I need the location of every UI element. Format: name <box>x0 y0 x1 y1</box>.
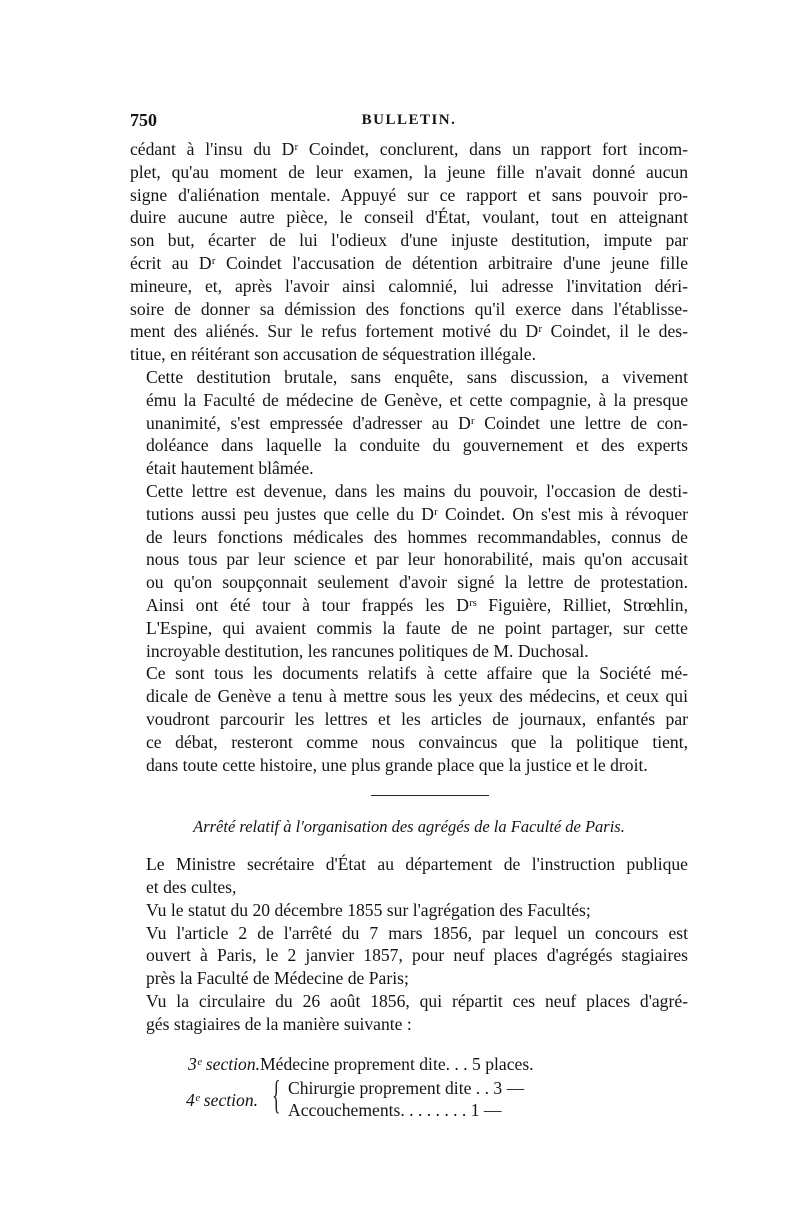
text-line: L'Espine, qui avaient commis la faute de ne point partager, sur cette <box>146 617 688 638</box>
arrete-paragraph-1 <box>130 853 688 899</box>
arrete-paragraph-4 <box>130 990 688 1036</box>
text-line: près la Faculté de Médecine de Paris; <box>146 968 409 989</box>
paragraph-2 <box>130 366 688 480</box>
text-line: gés stagiaires de la manière suivante : <box>146 1013 412 1034</box>
text-line: tutions aussi peu justes que celle du Dʳ Coindet. On s'est mis à révoquer <box>146 503 688 524</box>
text-line: dicale de Genève a tenu à mettre sous les yeux des médecins, et ceux qui <box>146 686 688 707</box>
text-line: titue, en réitérant son accusation de séquestration illégale. <box>130 344 536 365</box>
page-number: 750 <box>130 110 157 130</box>
text-line: Ce sont tous les documents relatifs à cette affaire que la Société mé- <box>146 663 688 684</box>
section-3-item: Médecine proprement dite. . . 5 places. <box>260 1054 534 1075</box>
text-line: Ainsi ont été tour à tour frappés les Dʳˢ Figuière, Rilliet, Strœhlin, <box>146 594 688 615</box>
text-line: écrit au Dʳ Coindet l'accusation de détention arbitraire d'une jeune fille <box>130 252 688 273</box>
text-line: Cette destitution brutale, sans enquête, sans discussion, a vivement <box>146 366 688 387</box>
text-line: mineure, et, après l'avoir ainsi calomnié, lui adresse l'invitation déri- <box>130 275 688 296</box>
text-line: ment des aliénés. Sur le refus fortement motivé du Dʳ Coindet, il le des- <box>130 321 688 342</box>
section-divider <box>130 776 688 810</box>
section-4-label: 4ᵉ section. <box>186 1090 259 1111</box>
text-line: ouvert à Paris, le 2 janvier 1857, pour neuf places d'agrégés stagiaires <box>146 945 688 966</box>
text-line: doléance dans laquelle la conduite du gouvernement et des experts <box>146 435 688 456</box>
running-title: BULLETIN. <box>361 112 457 128</box>
section-4-items <box>288 1077 524 1121</box>
text-line: plet, qu'au moment de leur examen, la jeune fille n'avait donné aucun <box>130 161 688 182</box>
running-head <box>130 110 688 132</box>
section-3-label: 3ᵉ section. <box>188 1054 261 1075</box>
divider-rule <box>371 795 489 796</box>
paragraph-4 <box>130 662 688 776</box>
text-line: dans toute cette histoire, une plus grande place que la justice et le droit. <box>146 754 648 775</box>
text-line: Vu l'article 2 de l'arrêté du 7 mars 1856, par lequel un concours est <box>146 922 688 943</box>
section-4-item: Accouchements. . . . . . . . 1 — <box>288 1100 502 1121</box>
section-4-item: Chirurgie proprement dite . . 3 — <box>288 1078 525 1099</box>
paragraph-1 <box>130 138 688 366</box>
arrete-paragraph-3 <box>130 922 688 990</box>
text-line: était hautement blâmée. <box>146 458 314 479</box>
text-line: nous tous par leur science et par leur honorabilité, mais qu'on accusait <box>146 549 688 570</box>
text-line: et des cultes, <box>146 876 237 897</box>
text-line: incroyable destitution, les rancunes politiques de M. Duchosal. <box>146 640 589 661</box>
text-line: cédant à l'insu du Dʳ Coindet, conclurent, dans un rapport fort incom- <box>130 139 688 159</box>
text-line: son but, écarter de lui l'odieux d'une injuste destitution, impute par <box>130 230 688 251</box>
arrete-paragraph-2 <box>130 899 688 922</box>
text-line: soire de donner sa démission des fonctions qu'il exerce dans l'établisse- <box>130 298 688 319</box>
text-line: ou qu'on soupçonnait seulement d'avoir signé la lettre de protestation. <box>146 572 688 593</box>
text-line: ce débat, resteront comme nous convaincus que la politique tient, <box>146 731 688 752</box>
text-line: voudront parcourir les lettres et les articles de journaux, enfantés par <box>146 708 688 729</box>
text-line: duire aucune autre pièce, le conseil d'État, voulant, tout en atteignant <box>130 207 688 228</box>
list-spacer <box>130 1035 688 1053</box>
text-line: signe d'aliénation mentale. Appuyé sur ce rapport et sans pouvoir pro- <box>130 184 688 205</box>
section-4-row <box>130 1072 688 1125</box>
text-line: de leurs fonctions médicales des hommes recommandables, connus de <box>146 526 688 547</box>
section-3-row <box>130 1053 688 1077</box>
text-line: Le Ministre secrétaire d'État au département de l'instruction publique <box>146 854 688 875</box>
arrete-title: Arrêté relatif à l'organisation des agrégés de la Faculté de Paris. <box>193 817 625 837</box>
paragraph-3 <box>130 480 688 662</box>
text-line: unanimité, s'est empressée d'adresser au Dʳ Coindet une lettre de con- <box>146 412 688 433</box>
brace-glyph: { <box>272 1072 281 1118</box>
text-line: Cette lettre est devenue, dans les mains du pouvoir, l'occasion de desti- <box>146 480 688 501</box>
text-line: ému la Faculté de médecine de Genève, et cette compagnie, à la presque <box>146 389 688 410</box>
text-line: Vu le statut du 20 décembre 1855 sur l'agrégation des Facultés; <box>146 899 591 920</box>
text-line: Vu la circulaire du 26 août 1856, qui répartit ces neuf places d'agré- <box>146 990 688 1011</box>
text-block <box>130 138 688 1125</box>
